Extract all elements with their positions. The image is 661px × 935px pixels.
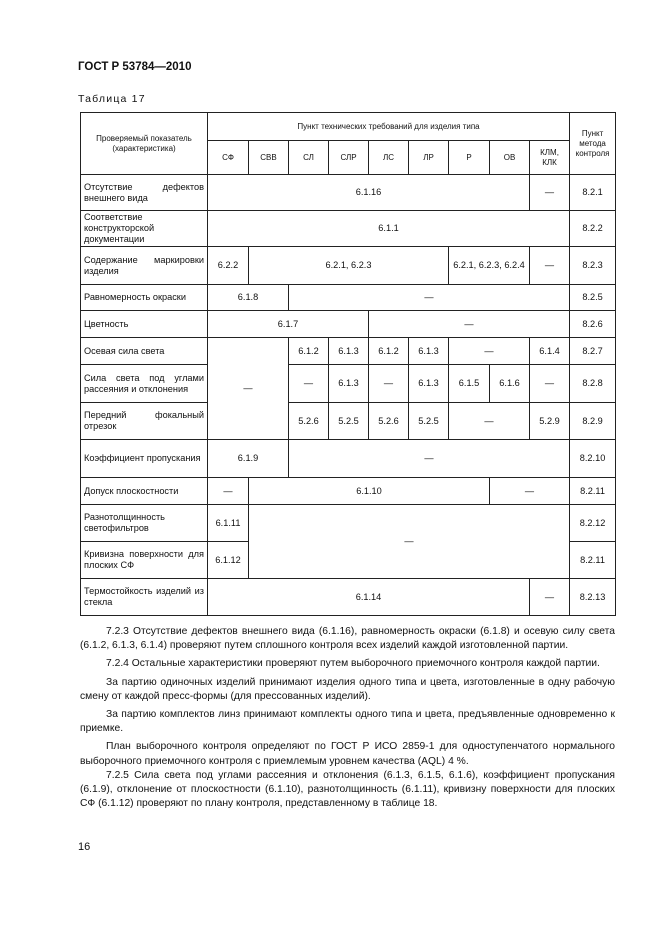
head-method: Пункт метода контроля bbox=[570, 113, 616, 175]
paragraph: 7.2.3 Отсутствие дефектов внешнего вида (6.1.16), равномерность окраски (6.1.8) и осевую силу света (6.1.2, 6.1.3, 6.1.4) проверяют путем сплошного контроля всех изделий каждой изготовленной партии. bbox=[80, 626, 615, 652]
paragraph: 7.2.5 Сила света под углами рассеяния и отклонения (6.1.3, 6.1.5, 6.1.6), коэффициент пропускания (6.1.9), отклонение от плоскостности (6.1.10), разнотолщинность (6.1.11), кривизну поверхности для плоских СФ (6.1.12) проверяют по плану контроля, представленному в таблице 18. bbox=[80, 769, 615, 810]
table-cell: 6.1.12 bbox=[208, 542, 249, 579]
table-cell: 6.2.2 bbox=[208, 247, 249, 285]
head-requirements: Пункт технических требований для изделия типа bbox=[208, 113, 570, 141]
table-cell: 6.1.4 bbox=[530, 338, 570, 365]
table-cell: — bbox=[369, 311, 570, 338]
table-cell: 6.1.9 bbox=[208, 440, 289, 478]
table-cell: 5.2.6 bbox=[289, 403, 329, 440]
row-label: Сила света под углами рассеяния и отклонения bbox=[81, 365, 208, 403]
row-label: Осевая сила света bbox=[81, 338, 208, 365]
type-lr: ЛР bbox=[409, 141, 449, 175]
table-cell: — bbox=[530, 247, 570, 285]
table-cell: 6.1.3 bbox=[409, 338, 449, 365]
type-klm-klk: КЛМ, КЛК bbox=[530, 141, 570, 175]
table-cell: — bbox=[490, 478, 570, 505]
row-label: Содержание маркировки изделия bbox=[81, 247, 208, 285]
method-cell: 8.2.10 bbox=[570, 440, 616, 478]
table-cell: 6.1.5 bbox=[449, 365, 490, 403]
table-cell: — bbox=[289, 365, 329, 403]
table-row bbox=[81, 505, 616, 542]
method-cell: 8.2.11 bbox=[570, 478, 616, 505]
table-cell: — bbox=[289, 440, 570, 478]
table-cell: 6.1.3 bbox=[329, 365, 369, 403]
table-cell: 5.2.6 bbox=[369, 403, 409, 440]
table-cell: — bbox=[369, 365, 409, 403]
table-cell: 6.1.8 bbox=[208, 285, 289, 311]
table-row bbox=[81, 285, 616, 311]
method-cell: 8.2.11 bbox=[570, 542, 616, 579]
paragraph: 7.2.4 Остальные характеристики проверяют путем выборочного приемочного контроля каждой партии. bbox=[106, 658, 600, 670]
method-cell: 8.2.3 bbox=[570, 247, 616, 285]
type-slr: СЛР bbox=[329, 141, 369, 175]
method-cell: 8.2.2 bbox=[570, 211, 616, 247]
method-cell: 8.2.13 bbox=[570, 579, 616, 616]
row-label: Цветность bbox=[81, 311, 208, 338]
table-row bbox=[81, 403, 616, 440]
table-cell: 6.1.3 bbox=[329, 338, 369, 365]
table-cell: 6.1.3 bbox=[409, 365, 449, 403]
table-cell: — bbox=[289, 285, 570, 311]
type-ls: ЛС bbox=[369, 141, 409, 175]
row-label: Допуск плоскостности bbox=[81, 478, 208, 505]
table-row bbox=[81, 247, 616, 285]
requirements-table bbox=[80, 112, 616, 616]
table-cell: 6.1.14 bbox=[208, 579, 530, 616]
table-head-row bbox=[81, 113, 616, 141]
table-cell: 6.1.6 bbox=[490, 365, 530, 403]
table-cell: — bbox=[249, 505, 570, 579]
table-cell: 6.1.10 bbox=[249, 478, 490, 505]
table-cell: 6.1.16 bbox=[208, 175, 530, 211]
table-row bbox=[81, 175, 616, 211]
table-cell: — bbox=[449, 403, 530, 440]
type-sf: СФ bbox=[208, 141, 249, 175]
row-label: Передний фокальный отрезок bbox=[81, 403, 208, 440]
method-cell: 8.2.8 bbox=[570, 365, 616, 403]
row-label: Соответствие конструкторской документации bbox=[81, 211, 208, 247]
row-label: Отсутствие дефектов внешнего вида bbox=[81, 175, 208, 211]
table-cell: 6.1.1 bbox=[208, 211, 570, 247]
table-cell: 6.1.2 bbox=[369, 338, 409, 365]
method-cell: 8.2.7 bbox=[570, 338, 616, 365]
table-row bbox=[81, 579, 616, 616]
table-cell: — bbox=[530, 365, 570, 403]
table-cell: 5.2.5 bbox=[329, 403, 369, 440]
method-cell: 8.2.1 bbox=[570, 175, 616, 211]
type-ov: ОВ bbox=[490, 141, 530, 175]
table-cell: 6.2.1, 6.2.3, 6.2.4 bbox=[449, 247, 530, 285]
body-text bbox=[80, 625, 615, 811]
table-cell: 6.1.7 bbox=[208, 311, 369, 338]
page-number: 16 bbox=[78, 841, 91, 853]
paragraph: План выборочного контроля определяют по ГОСТ Р ИСО 2859-1 для одноступенчатого нормального выборочного приемочного контроля с приемлемым уровнем качества (AQL) 4 %. bbox=[80, 741, 615, 767]
table-cell: 6.1.11 bbox=[208, 505, 249, 542]
table-cell: 6.1.2 bbox=[289, 338, 329, 365]
row-label: Равномерность окраски bbox=[81, 285, 208, 311]
table-cell: — bbox=[208, 338, 289, 440]
paragraph: За партию комплектов линз принимают комплекты одного типа и цвета, предъявленные одновременно к приемке. bbox=[80, 709, 615, 735]
table-row bbox=[81, 311, 616, 338]
method-cell: 8.2.6 bbox=[570, 311, 616, 338]
table-row bbox=[81, 440, 616, 478]
method-cell: 8.2.12 bbox=[570, 505, 616, 542]
table-cell: — bbox=[530, 175, 570, 211]
standard-number: ГОСТ Р 53784—2010 bbox=[78, 61, 192, 73]
method-cell: 8.2.9 bbox=[570, 403, 616, 440]
head-indicator: Проверяемый показатель (характеристика) bbox=[81, 113, 208, 175]
paragraph: За партию одиночных изделий принимают изделия одного типа и цвета, изготовленные в одну рабочую смену от каждой пресс-формы (для прессованных изделий). bbox=[80, 676, 615, 702]
table-cell: 5.2.9 bbox=[530, 403, 570, 440]
row-label: Коэффициент пропускания bbox=[81, 440, 208, 478]
type-sl: СЛ bbox=[289, 141, 329, 175]
table-cell: 5.2.5 bbox=[409, 403, 449, 440]
row-label: Термостойкость изделий из стекла bbox=[81, 579, 208, 616]
table-cell: — bbox=[449, 338, 530, 365]
table-row bbox=[81, 211, 616, 247]
table-caption: Таблица 17 bbox=[78, 93, 146, 105]
table-row bbox=[81, 478, 616, 505]
table-cell: 6.2.1, 6.2.3 bbox=[249, 247, 449, 285]
type-svv: СВВ bbox=[249, 141, 289, 175]
table-row bbox=[81, 338, 616, 365]
table-cell: — bbox=[208, 478, 249, 505]
method-cell: 8.2.5 bbox=[570, 285, 616, 311]
row-label: Разнотолщинность светофильтров bbox=[81, 505, 208, 542]
table-cell: — bbox=[530, 579, 570, 616]
table-row bbox=[81, 365, 616, 403]
type-r: Р bbox=[449, 141, 490, 175]
row-label: Кривизна поверхности для плоских СФ bbox=[81, 542, 208, 579]
